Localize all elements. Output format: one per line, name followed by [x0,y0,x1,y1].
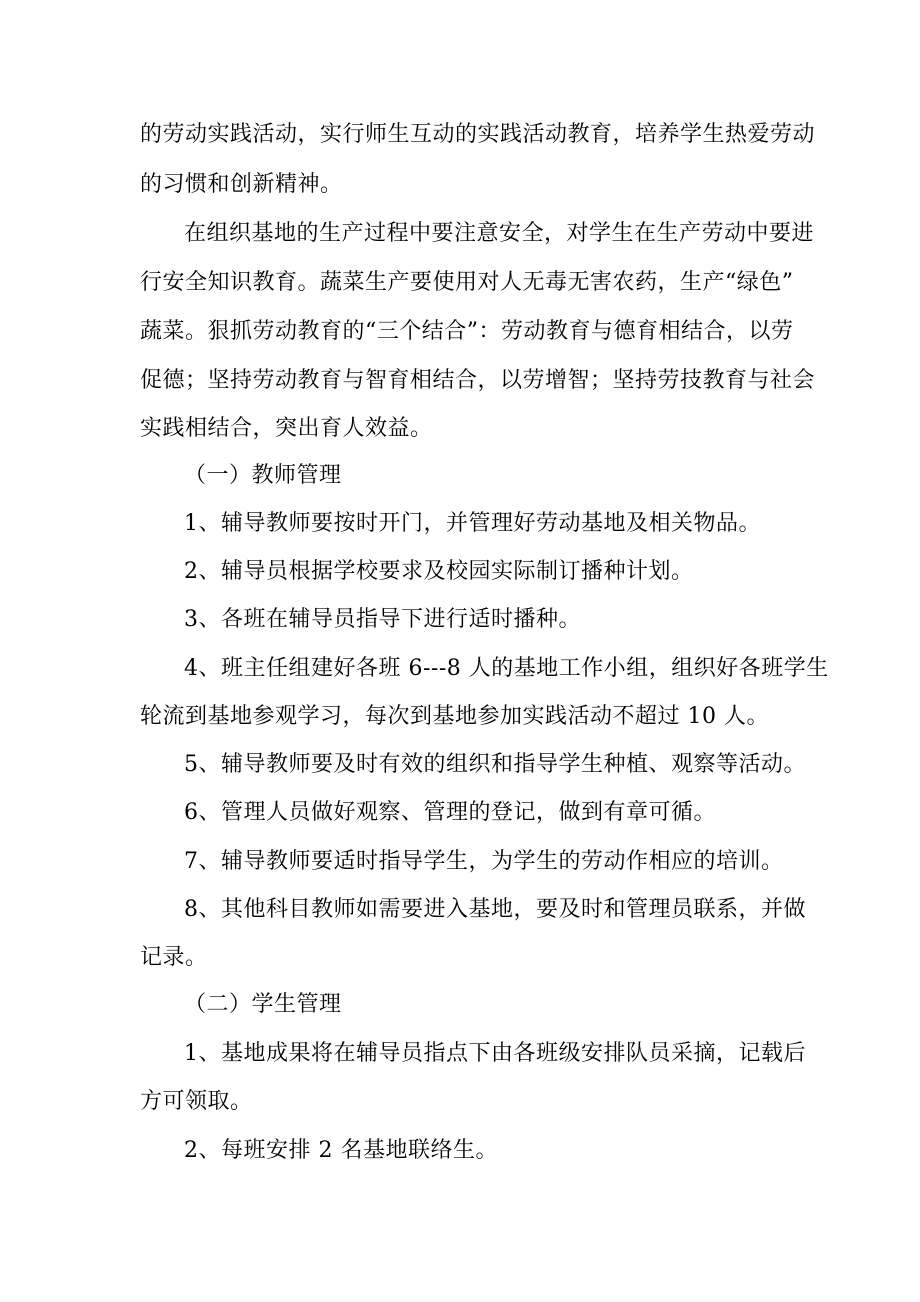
list-item: 7、辅导教师要适时指导学生，为学生的劳动作相应的培训。 [184,849,784,874]
text-line: 方可领取。 [140,1089,253,1114]
list-item: 1、基地成果将在辅导员指点下由各班级安排队员采摘，记载后 [184,1041,806,1066]
text-line: 促德；坚持劳动教育与智育相结合，以劳增智；坚持劳技教育与社会 [140,368,816,393]
text-line: 的劳动实践活动，实行师生互动的实践活动教育，培养学生热爱劳动 [140,122,816,147]
text-line: 实践相结合，突出育人效益。 [140,416,433,441]
section-heading: （二）学生管理 [184,992,342,1017]
section-heading: （一）教师管理 [184,463,342,488]
list-item: 5、辅导教师要及时有效的组织和指导学生种植、观察等活动。 [184,752,806,777]
text-line: 在组织基地的生产过程中要注意安全，对学生在生产劳动中要进 [184,221,815,246]
list-item: 1、辅导教师要按时开门，并管理好劳动基地及相关物品。 [184,511,761,536]
text-line: 行安全知识教育。蔬菜生产要使用对人无毒无害农药，生产“绿色” [140,270,794,295]
text-line: 轮流到基地参观学习，每次到基地参加实践活动不超过 10 人。 [140,704,769,729]
list-item: 3、各班在辅导员指导下进行适时播种。 [184,607,581,632]
list-item: 2、辅导员根据学校要求及校园实际制订播种计划。 [184,559,694,584]
text-line: 的习惯和创新精神。 [140,172,343,197]
list-item: 6、管理人员做好观察、管理的登记，做到有章可循。 [184,800,716,825]
text-line: 蔬菜。狠抓劳动教育的“三个结合”：劳动教育与德育相结合，以劳 [140,319,794,344]
list-item: 2、每班安排 2 名基地联络生。 [184,1138,498,1163]
list-item: 4、班主任组建好各班 6---8 人的基地工作小组，组织好各班学生 [184,656,829,681]
list-item: 8、其他科目教师如需要进入基地，要及时和管理员联系，并做 [184,897,806,922]
text-line: 记录。 [140,945,208,970]
